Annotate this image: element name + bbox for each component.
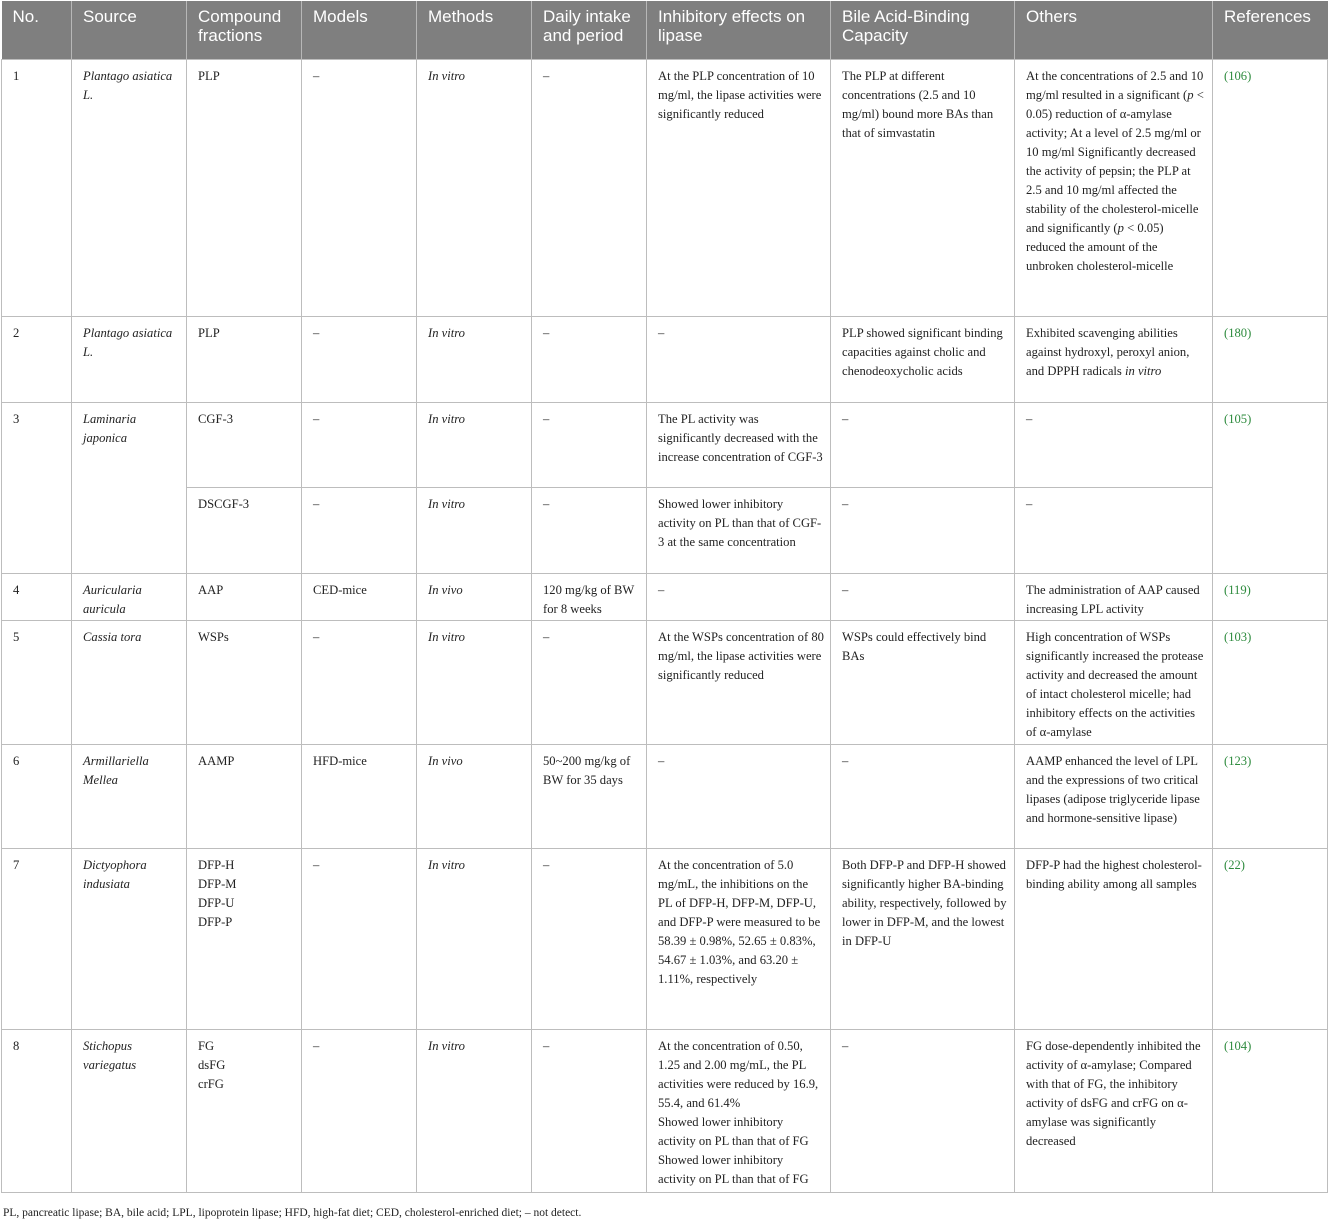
cell-lipase: The PL activity was significantly decreased with the increase concentration of CGF-3 — [647, 402, 831, 487]
cell-intake: – — [532, 848, 647, 1029]
table-footnote: PL, pancreatic lipase; BA, bile acid; LPL, lipoprotein lipase; HFD, high-fat diet; CED, cholesterol-enriched diet; – not detect. — [3, 1207, 582, 1219]
cell-model: HFD-mice — [302, 744, 417, 848]
table-row — [2, 402, 1328, 487]
cell-no: 4 — [2, 573, 72, 620]
reference-link[interactable]: (105) — [1224, 411, 1252, 426]
cell-bile: – — [831, 573, 1015, 620]
table-subrow — [2, 487, 1328, 573]
cell-intake: 50~200 mg/kg of BW for 35 days — [532, 744, 647, 848]
cell-others — [1015, 620, 1213, 744]
cell-fraction: PLP — [187, 59, 302, 316]
cell-model: – — [302, 848, 417, 1029]
cell-reference — [1213, 1029, 1328, 1192]
others-text: AAMP enhanced the level of LPL and the expressions of two critical lipases (adipose triglyceride lipase and hormone-sensitive lipase) — [1026, 753, 1200, 825]
table-row — [2, 744, 1328, 848]
cell-lipase: – — [647, 744, 831, 848]
header-compound-fractions: Compound fractions — [187, 1, 302, 59]
others-text: FG dose-dependently inhibited the activity of α-amylase; Compared with that of FG, the inhibitory activity of dsFG and crFG on α-amylase was significantly decreased — [1026, 1038, 1201, 1148]
cell-source: Armillariella Mellea — [72, 744, 187, 848]
cell-others — [1015, 316, 1213, 402]
cell-fraction: FG dsFG crFG — [187, 1029, 302, 1192]
reference-link[interactable]: (123) — [1224, 753, 1252, 768]
cell-method: In vitro — [417, 848, 532, 1029]
cell-source: Laminaria japonica — [72, 402, 187, 573]
reference-link[interactable]: (180) — [1224, 325, 1252, 340]
cell-bile: The PLP at different concentrations (2.5 and 10 mg/ml) bound more BAs than that of simvastatin — [831, 59, 1015, 316]
cell-method: In vitro — [417, 316, 532, 402]
header-source: Source — [72, 1, 187, 59]
cell-others — [1015, 59, 1213, 316]
cell-model: – — [302, 1029, 417, 1192]
cell-no: 3 — [2, 402, 72, 573]
cell-others: – — [1015, 402, 1213, 487]
cell-model: CED-mice — [302, 573, 417, 620]
cell-intake: – — [532, 402, 647, 487]
cell-fraction: DSCGF-3 — [187, 487, 302, 573]
cell-model: – — [302, 620, 417, 744]
cell-others — [1015, 744, 1213, 848]
cell-intake: – — [532, 316, 647, 402]
header-models: Models — [302, 1, 417, 59]
header-methods: Methods — [417, 1, 532, 59]
cell-fraction: PLP — [187, 316, 302, 402]
cell-bile: – — [831, 744, 1015, 848]
cell-model: – — [302, 487, 417, 573]
cell-source: Cassia tora — [72, 620, 187, 744]
cell-method: In vitro — [417, 1029, 532, 1192]
others-text: DFP-P had the highest cholesterol-binding ability among all samples — [1026, 857, 1202, 891]
cell-others: – — [1015, 487, 1213, 573]
table-row — [2, 1029, 1328, 1192]
table-row — [2, 848, 1328, 1029]
cell-method: In vitro — [417, 59, 532, 316]
cell-source: Dictyophora indusiata — [72, 848, 187, 1029]
data-table — [1, 1, 1328, 1193]
header-no: No. — [2, 1, 72, 59]
others-text: Exhibited scavenging abilities against hydroxyl, peroxyl anion, and DPPH radicals in vitro — [1026, 325, 1190, 378]
cell-method: In vitro — [417, 487, 532, 573]
cell-reference — [1213, 402, 1328, 573]
cell-fraction: AAMP — [187, 744, 302, 848]
reference-link[interactable]: (106) — [1224, 68, 1252, 83]
cell-no: 1 — [2, 59, 72, 316]
cell-reference — [1213, 59, 1328, 316]
cell-others — [1015, 848, 1213, 1029]
cell-intake: – — [532, 487, 647, 573]
reference-link[interactable]: (104) — [1224, 1038, 1252, 1053]
cell-method: In vivo — [417, 573, 532, 620]
table-container — [1, 1, 1327, 1193]
cell-no: 7 — [2, 848, 72, 1029]
cell-bile: – — [831, 402, 1015, 487]
header-inhibitory-effects: Inhibitory effects on lipase — [647, 1, 831, 59]
cell-reference — [1213, 848, 1328, 1029]
cell-no: 2 — [2, 316, 72, 402]
header-bile-acid-binding: Bile Acid-Binding Capacity — [831, 1, 1015, 59]
cell-source: Auricularia auricula — [72, 573, 187, 620]
cell-method: In vitro — [417, 620, 532, 744]
header-references: References — [1213, 1, 1328, 59]
table-row — [2, 573, 1328, 620]
cell-source: Stichopus variegatus — [72, 1029, 187, 1192]
cell-lipase: At the WSPs concentration of 80 mg/ml, the lipase activities were significantly reduced — [647, 620, 831, 744]
cell-method: In vivo — [417, 744, 532, 848]
cell-fraction: AAP — [187, 573, 302, 620]
table-row — [2, 620, 1328, 744]
others-text: At the concentrations of 2.5 and 10 mg/ml resulted in a significant (p < 0.05) reduction of α-amylase activity; At a level of 2.5 mg/ml or 10 mg/ml Significantly decreased the activity of pepsin; the PLP at 2.5 and 10 mg/ml affected the stability of the cholesterol-micelle and significantly (p < 0.05) reduced the amount of the unbroken cholesterol-micelle — [1026, 68, 1204, 273]
cell-lipase: At the concentration of 0.50, 1.25 and 2.00 mg/mL, the PL activities were reduced by 16.9, 55.4, and 61.4% Showed lower inhibitory activity on PL than that of FG Showed lower inhibitory activity on PL than that of FG — [647, 1029, 831, 1192]
cell-method: In vitro — [417, 402, 532, 487]
cell-intake: – — [532, 620, 647, 744]
cell-reference — [1213, 316, 1328, 402]
cell-no: 5 — [2, 620, 72, 744]
cell-reference — [1213, 620, 1328, 744]
cell-bile: PLP showed significant binding capacities against cholic and chenodeoxycholic acids — [831, 316, 1015, 402]
cell-fraction: DFP-H DFP-M DFP-U DFP-P — [187, 848, 302, 1029]
cell-bile: – — [831, 487, 1015, 573]
cell-model: – — [302, 59, 417, 316]
others-text: High concentration of WSPs significantly increased the protease activity and decreased the amount of intact cholesterol micelle; had inhibitory effects on the activities of α-amylase — [1026, 629, 1204, 739]
header-daily-intake: Daily intake and period — [532, 1, 647, 59]
header-row — [2, 1, 1328, 59]
reference-link[interactable]: (103) — [1224, 629, 1252, 644]
cell-lipase: Showed lower inhibitory activity on PL than that of CGF-3 at the same concentration — [647, 487, 831, 573]
cell-bile: – — [831, 1029, 1015, 1192]
cell-reference — [1213, 744, 1328, 848]
cell-model: – — [302, 402, 417, 487]
cell-no: 8 — [2, 1029, 72, 1192]
reference-link[interactable]: (119) — [1224, 582, 1251, 597]
cell-model: – — [302, 316, 417, 402]
reference-link[interactable]: (22) — [1224, 857, 1245, 872]
cell-lipase: At the concentration of 5.0 mg/mL, the inhibitions on the PL of DFP-H, DFP-M, DFP-U, and DFP-P were measured to be 58.39 ± 0.98%, 52.65 ± 0.83%, 54.67 ± 1.03%, and 63.20 ± 1.11%, respectively — [647, 848, 831, 1029]
cell-intake: – — [532, 1029, 647, 1192]
cell-lipase: – — [647, 316, 831, 402]
cell-lipase: At the PLP concentration of 10 mg/ml, the lipase activities were significantly reduced — [647, 59, 831, 316]
cell-source: Plantago asiatica L. — [72, 59, 187, 316]
cell-bile: WSPs could effectively bind BAs — [831, 620, 1015, 744]
table-row — [2, 316, 1328, 402]
cell-intake: 120 mg/kg of BW for 8 weeks — [532, 573, 647, 620]
cell-others — [1015, 573, 1213, 620]
others-text: The administration of AAP caused increasing LPL activity — [1026, 582, 1200, 616]
cell-lipase: – — [647, 573, 831, 620]
cell-no: 6 — [2, 744, 72, 848]
cell-others — [1015, 1029, 1213, 1192]
cell-fraction: WSPs — [187, 620, 302, 744]
header-others: Others — [1015, 1, 1213, 59]
cell-intake: – — [532, 59, 647, 316]
cell-bile: Both DFP-P and DFP-H showed significantly higher BA-binding ability, respectively, followed by lower in DFP-M, and the lowest in DFP-U — [831, 848, 1015, 1029]
cell-source: Plantago asiatica L. — [72, 316, 187, 402]
table-row — [2, 59, 1328, 316]
cell-reference — [1213, 573, 1328, 620]
cell-fraction: CGF-3 — [187, 402, 302, 487]
